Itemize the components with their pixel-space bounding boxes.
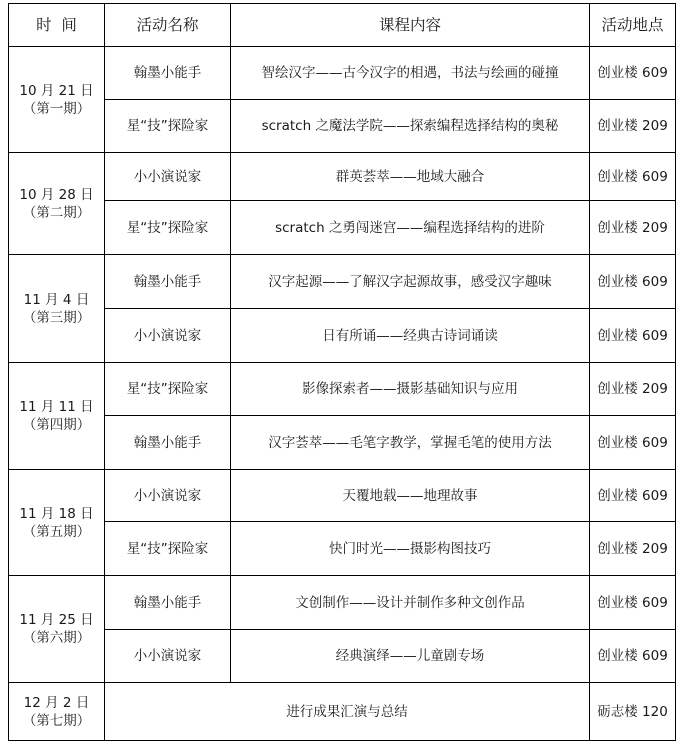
table-row bbox=[9, 201, 676, 255]
activity-name: 星“技”探险家 bbox=[105, 100, 231, 153]
location: 创业楼 609 bbox=[590, 416, 676, 470]
table-row bbox=[9, 47, 676, 100]
activity-name: 星“技”探险家 bbox=[105, 522, 231, 576]
location: 创业楼 209 bbox=[590, 363, 676, 416]
activity-name: 小小演说家 bbox=[105, 470, 231, 522]
location: 创业楼 209 bbox=[590, 201, 676, 255]
location: 创业楼 209 bbox=[590, 100, 676, 153]
session-date: 11 月 11 日 bbox=[19, 399, 94, 415]
session-period: （第七期） bbox=[22, 712, 91, 729]
location: 创业楼 609 bbox=[590, 309, 676, 363]
session-date: 12 月 2 日 bbox=[23, 694, 90, 711]
table-row bbox=[9, 309, 676, 363]
course-content: 汉字起源——了解汉字起源故事，感受汉字趣味 bbox=[231, 255, 590, 309]
activity-name: 小小演说家 bbox=[105, 630, 231, 683]
location: 创业楼 209 bbox=[590, 522, 676, 576]
course-content: scratch 之勇闯迷宫——编程选择结构的进阶 bbox=[231, 201, 590, 255]
location: 砺志楼 120 bbox=[590, 683, 676, 741]
activity-name: 翰墨小能手 bbox=[105, 255, 231, 309]
activity-name: 小小演说家 bbox=[105, 153, 231, 201]
schedule-table bbox=[8, 3, 676, 741]
session-period: （第四期） bbox=[22, 417, 91, 433]
session-period: （第三期） bbox=[22, 309, 91, 326]
table-row bbox=[9, 522, 676, 576]
activity-name: 翰墨小能手 bbox=[105, 47, 231, 100]
course-content: 群英荟萃——地域大融合 bbox=[231, 153, 590, 201]
location: 创业楼 609 bbox=[590, 630, 676, 683]
course-content: 快门时光——摄影构图技巧 bbox=[231, 522, 590, 576]
session-period: （第一期） bbox=[22, 100, 91, 117]
course-content: scratch 之魔法学院——探索编程选择结构的奥秘 bbox=[231, 100, 590, 153]
header-row bbox=[9, 4, 676, 47]
header-location: 活动地点 bbox=[590, 4, 676, 47]
header-time: 时 间 bbox=[9, 4, 105, 47]
table-row bbox=[9, 630, 676, 683]
date-cell bbox=[9, 255, 105, 363]
course-content: 汉字荟萃——毛笔字教学，掌握毛笔的使用方法 bbox=[231, 416, 590, 470]
table-row bbox=[9, 363, 676, 416]
session-date: 11 月 4 日 bbox=[23, 291, 90, 308]
location: 创业楼 609 bbox=[590, 255, 676, 309]
table-row bbox=[9, 683, 676, 741]
activity-name: 翰墨小能手 bbox=[105, 576, 231, 630]
date-cell bbox=[9, 47, 105, 153]
activity-name: 星“技”探险家 bbox=[105, 363, 231, 416]
date-cell bbox=[9, 363, 105, 470]
activity-name: 翰墨小能手 bbox=[105, 416, 231, 470]
date-cell bbox=[9, 470, 105, 576]
session-date: 11 月 18 日 bbox=[19, 505, 94, 522]
session-period: （第二期） bbox=[22, 204, 91, 221]
table-row bbox=[9, 255, 676, 309]
course-content: 影像探索者——摄影基础知识与应用 bbox=[231, 363, 590, 416]
location: 创业楼 609 bbox=[590, 576, 676, 630]
header-content: 课程内容 bbox=[231, 4, 590, 47]
course-content: 进行成果汇演与总结 bbox=[105, 683, 590, 741]
location: 创业楼 609 bbox=[590, 153, 676, 201]
course-content: 天覆地载——地理故事 bbox=[231, 470, 590, 522]
session-date: 10 月 28 日 bbox=[19, 186, 94, 203]
date-cell bbox=[9, 153, 105, 255]
session-date: 11 月 25 日 bbox=[19, 612, 94, 628]
activity-name: 星“技”探险家 bbox=[105, 201, 231, 255]
course-content: 经典演绎——儿童剧专场 bbox=[231, 630, 590, 683]
course-content: 智绘汉字——古今汉字的相遇，书法与绘画的碰撞 bbox=[231, 47, 590, 100]
course-content: 日有所诵——经典古诗词诵读 bbox=[231, 309, 590, 363]
date-cell bbox=[9, 683, 105, 741]
date-cell bbox=[9, 576, 105, 683]
session-period: （第五期） bbox=[22, 523, 91, 540]
table-row bbox=[9, 470, 676, 522]
header-activity: 活动名称 bbox=[105, 4, 231, 47]
session-period: （第六期） bbox=[22, 630, 91, 646]
table-row bbox=[9, 576, 676, 630]
activity-name: 小小演说家 bbox=[105, 309, 231, 363]
table-row bbox=[9, 100, 676, 153]
course-content: 文创制作——设计并制作多种文创作品 bbox=[231, 576, 590, 630]
table-row bbox=[9, 416, 676, 470]
table-row bbox=[9, 153, 676, 201]
location: 创业楼 609 bbox=[590, 470, 676, 522]
location: 创业楼 609 bbox=[590, 47, 676, 100]
session-date: 10 月 21 日 bbox=[19, 82, 94, 99]
